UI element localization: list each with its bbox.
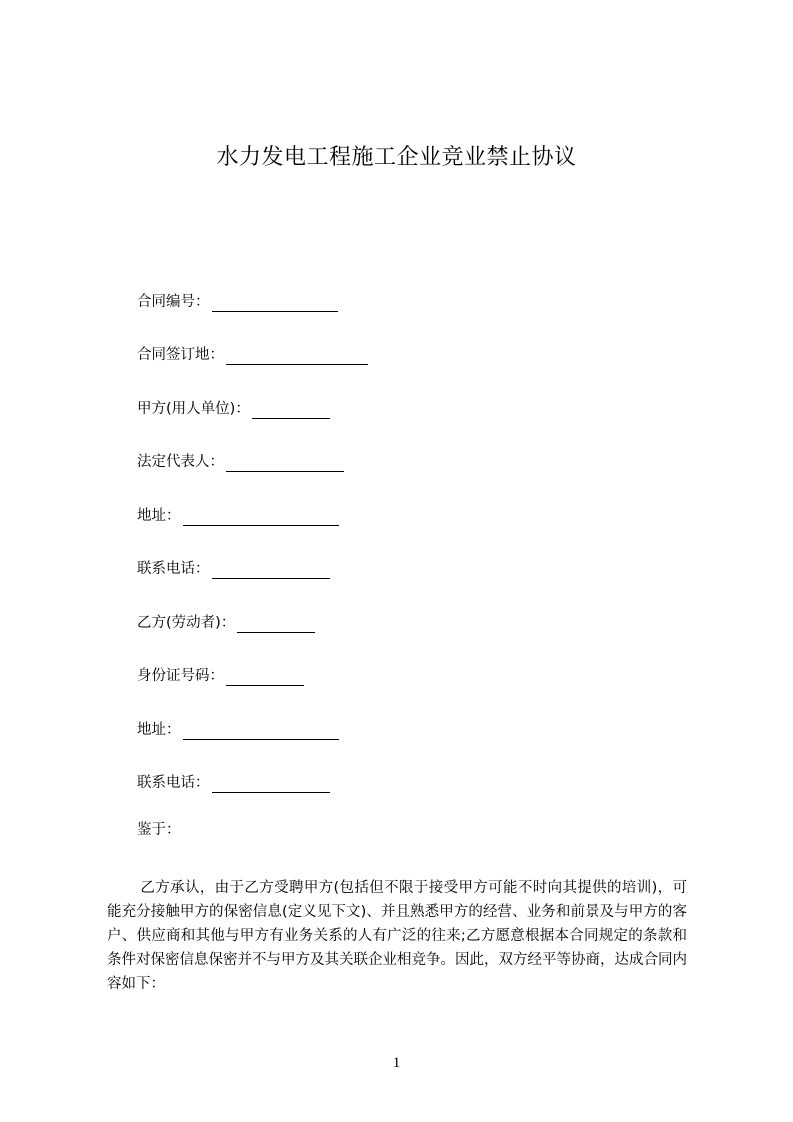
party-b-address-field	[137, 720, 339, 740]
party-b-phone-field	[137, 773, 330, 793]
field-label: 甲方(用人单位)：	[137, 401, 250, 417]
fill-blank[interactable]	[226, 671, 304, 686]
party-a-address-field	[137, 506, 339, 526]
fill-blank[interactable]	[252, 404, 330, 419]
document-title: 水力发电工程施工企业竞业禁止协议	[216, 145, 577, 170]
field-label: 法定代表人：	[137, 454, 224, 470]
field-label: 地址：	[137, 508, 181, 524]
signing-place-field	[137, 345, 368, 365]
party-a-field	[137, 399, 330, 419]
field-label: 联系电话：	[137, 775, 210, 791]
recital-paragraph	[107, 876, 687, 996]
fill-blank[interactable]	[183, 725, 339, 740]
fill-blank[interactable]	[212, 564, 330, 579]
id-number-field	[137, 666, 304, 686]
contract-number-field	[137, 292, 338, 312]
fill-blank[interactable]	[237, 618, 315, 633]
party-b-field	[137, 613, 315, 633]
field-label: 乙方(劳动者)：	[137, 615, 236, 631]
legal-representative-field	[137, 452, 344, 472]
field-label: 地址：	[137, 722, 181, 738]
party-a-phone-field	[137, 559, 330, 579]
field-label: 合同签订地：	[137, 347, 224, 363]
field-label: 合同编号：	[137, 294, 210, 310]
fill-blank[interactable]	[226, 457, 344, 472]
fill-blank[interactable]	[226, 350, 368, 365]
field-label: 身份证号码：	[137, 668, 224, 684]
recital-label: 鉴于：	[137, 822, 181, 838]
paragraph-text: 乙方承认，由于乙方受聘甲方(包括但不限于接受甲方可能不时向其提供的培训)，可能充分接触甲方的保密信息(定义见下文)、并且熟悉甲方的经营、业务和前景及与甲方的客户、供应商和其他与甲方有业务关系的人有广泛的往来;乙方愿意根据本合同规定的条款和条件对保密信息保密并不与甲方及其关联企业相竞争。因此，双方经平等协商，达成合同内容如下：	[107, 880, 687, 992]
fill-blank[interactable]	[212, 778, 330, 793]
fill-blank[interactable]	[212, 297, 338, 312]
page-number: 1	[392, 1055, 401, 1071]
field-label: 联系电话：	[137, 561, 210, 577]
fill-blank[interactable]	[183, 511, 339, 526]
